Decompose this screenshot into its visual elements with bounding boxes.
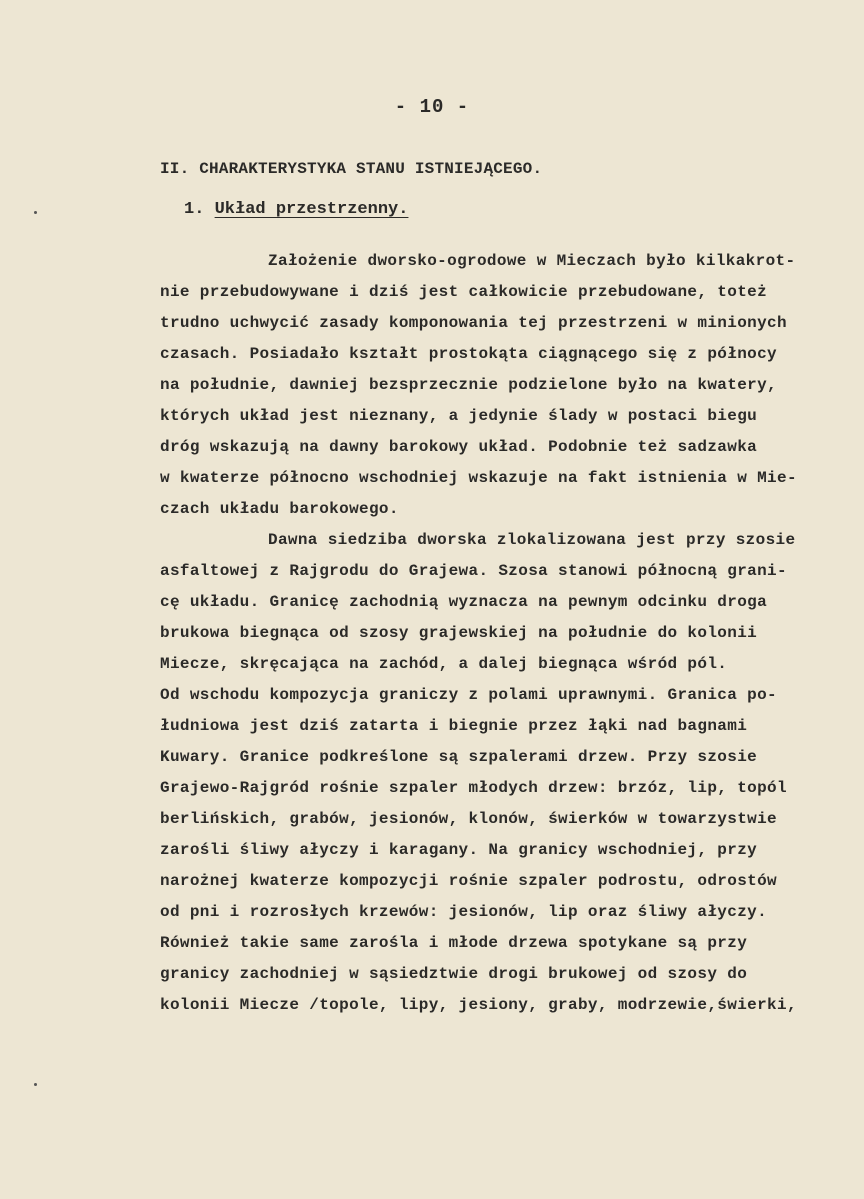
text-line: narożnej kwaterze kompozycji rośnie szpaler podrostu, odrostów (160, 872, 777, 890)
text-line: czach układu barokowego. (160, 500, 399, 518)
text-line: Grajewo-Rajgród rośnie szpaler młodych drzew: brzóz, lip, topól (160, 779, 787, 797)
paragraph-first-line: Założenie dworsko-ogrodowe w Mieczach było kilkakrot- (268, 252, 796, 270)
margin-dot (34, 1083, 37, 1086)
text-line: zarośli śliwy ałyczy i karagany. Na granicy wschodniej, przy (160, 841, 758, 859)
text-line: od pni i rozrosłych krzewów: jesionów, lip oraz śliwy ałyczy. (160, 903, 768, 921)
text-line: asfaltowej z Rajgrodu do Grajewa. Szosa stanowi północną grani- (160, 562, 787, 580)
text-line: w kwaterze północno wschodniej wskazuje na fakt istnienia w Mie- (160, 469, 797, 487)
text-line: Miecze, skręcająca na zachód, a dalej biegnąca wśród pól. (160, 655, 728, 673)
chapter-heading: II. CHARAKTERYSTYKA STANU ISTNIEJĄCEGO. (160, 160, 543, 178)
text-line: granicy zachodniej w sąsiedztwie drogi brukowej od szosy do (160, 965, 748, 983)
text-line: Od wschodu kompozycja graniczy z polami uprawnymi. Granica po- (160, 686, 777, 704)
text-line: trudno uchwycić zasady komponowania tej przestrzeni w minionych (160, 314, 787, 332)
text-line: dróg wskazują na dawny barokowy układ. Podobnie też sadzawka (160, 438, 758, 456)
section-number: 1. (184, 200, 205, 219)
text-line: na południe, dawniej bezsprzecznie podzielone było na kwatery, (160, 376, 777, 394)
text-line: łudniowa jest dziś zatarta i biegnie przez łąki nad bagnami (160, 717, 748, 735)
section-title: Układ przestrzenny. (214, 200, 409, 219)
text-line: Również takie same zarośla i młode drzewa spotykane są przy (160, 934, 748, 952)
text-line: których układ jest nieznany, a jedynie ślady w postaci biegu (160, 407, 758, 425)
section-heading (184, 200, 408, 219)
text-line: berlińskich, grabów, jesionów, klonów, świerków w towarzystwie (160, 810, 777, 828)
text-line: Kuwary. Granice podkreślone są szpalerami drzew. Przy szosie (160, 748, 758, 766)
text-line: nie przebudowywane i dziś jest całkowicie przebudowane, toteż (160, 283, 768, 301)
body-text (160, 246, 850, 1021)
text-line: cę układu. Granicę zachodnią wyznacza na pewnym odcinku droga (160, 593, 768, 611)
text-line: czasach. Posiadało kształt prostokąta ciągnącego się z północy (160, 345, 777, 363)
margin-dot (34, 211, 37, 214)
text-line: brukowa biegnąca od szosy grajewskiej na południe do kolonii (160, 624, 758, 642)
paragraph-first-line: Dawna siedziba dworska zlokalizowana jest przy szosie (268, 531, 796, 549)
text-line: kolonii Miecze /topole, lipy, jesiony, graby, modrzewie,świerki, (160, 996, 797, 1014)
page-number: - 10 - (394, 96, 470, 118)
